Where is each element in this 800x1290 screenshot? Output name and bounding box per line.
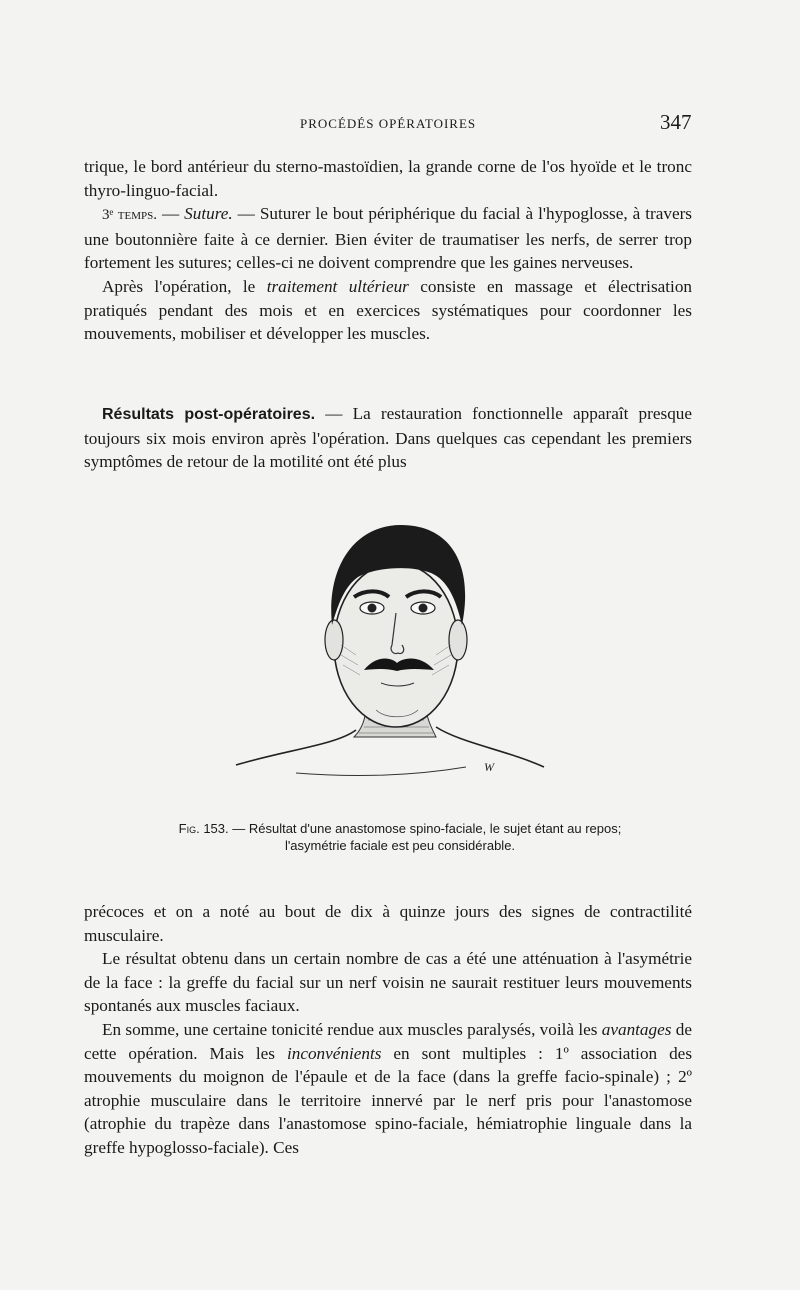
p3-a: En somme, une certaine tonicité rendue aux muscles paralysés, voilà les — [102, 1019, 602, 1039]
paragraph-results — [84, 402, 692, 474]
results-block — [84, 402, 692, 474]
figure-caption — [100, 820, 700, 854]
p3-e: en sont multiples : 1º association des mouvements du moignon de l'épaule et de la face (dans la greffe facio-spinale) ; 2º atrophie musculaire dans le territoire innervé par le nerf pris pour l'anastomose (atrophie du trapèze dans l'anastomose spino-faciale, hémiatrophie linguale dans la greffe hypoglosso-faciale). Ces — [84, 1043, 693, 1157]
paragraph-en-somme — [84, 1018, 692, 1160]
engraver-mark: W — [484, 760, 494, 774]
post-op-rest: consiste en massage et électrisation pratiqués pendant des mois et en exercices systématiques pour coordonner les mouvements, mobiliser et développer les muscles. — [84, 276, 693, 344]
paragraph-continuation: trique, le bord antérieur du sterno-mastoïdien, la grande corne de l'os hyoïde et le tronc thyro-linguo-facial. — [84, 157, 692, 200]
paragraph-suture — [84, 202, 692, 275]
caption-line-2: l'asymétrie faciale est peu considérable. — [284, 838, 516, 853]
temps-dash: — — [157, 204, 185, 224]
post-op-italic: traitement ultérieur — [266, 276, 409, 296]
temps-title: Suture. — [184, 204, 233, 224]
page-number: 347 — [660, 110, 692, 134]
figure-portrait — [226, 505, 556, 790]
bottom-text-block — [84, 900, 692, 1160]
post-op-intro: Après l'opération, le — [102, 276, 267, 296]
temps-label: 3ᵉ temps. — [102, 207, 157, 224]
paragraph-resultat: Le résultat obtenu dans un certain nombre de cas a été une atténuation à l'asymétrie de la face : la greffe du facial sur un nerf voisin ne saurait restituer leurs mouvements spontanés aux muscles faciaux. — [84, 949, 692, 1016]
p3-avantages: avantages — [601, 1019, 672, 1039]
caption-line-1 — [100, 820, 700, 837]
paragraph-post-op — [84, 275, 692, 346]
p3-inconvenients: inconvénients — [286, 1043, 382, 1063]
caption-text-1: — Résultat d'une anastomose spino-faciale, le sujet étant au repos; — [228, 821, 622, 836]
results-heading: Résultats post-opératoires. — [102, 406, 316, 423]
figure-label: Fig. 153. — [178, 821, 229, 836]
portrait-engraving — [226, 505, 556, 790]
paragraph-precoces: précoces et on a noté au bout de dix à quinze jours des signes de contractilité musculaire. — [84, 902, 692, 945]
temps-text: — Suturer le bout périphérique du facial à l'hypoglosse, à travers une boutonnière faite à ce dernier. Bien éviter de traumatiser les nerfs, de serrer trop fortement les sutures; celles-ci ne doivent comprendre que les gaines nerveuses. — [84, 204, 692, 273]
top-text-block — [84, 155, 692, 346]
running-title: PROCÉDÉS OPÉRATOIRES — [300, 116, 477, 131]
results-text: — La restauration fonctionnelle apparaît presque toujours six mois environ après l'opération. Dans quelques cas cependant les premiers symptômes de retour de la motilité ont été plus — [84, 404, 693, 472]
p3-c: de cette opération. Mais les — [84, 1019, 692, 1063]
